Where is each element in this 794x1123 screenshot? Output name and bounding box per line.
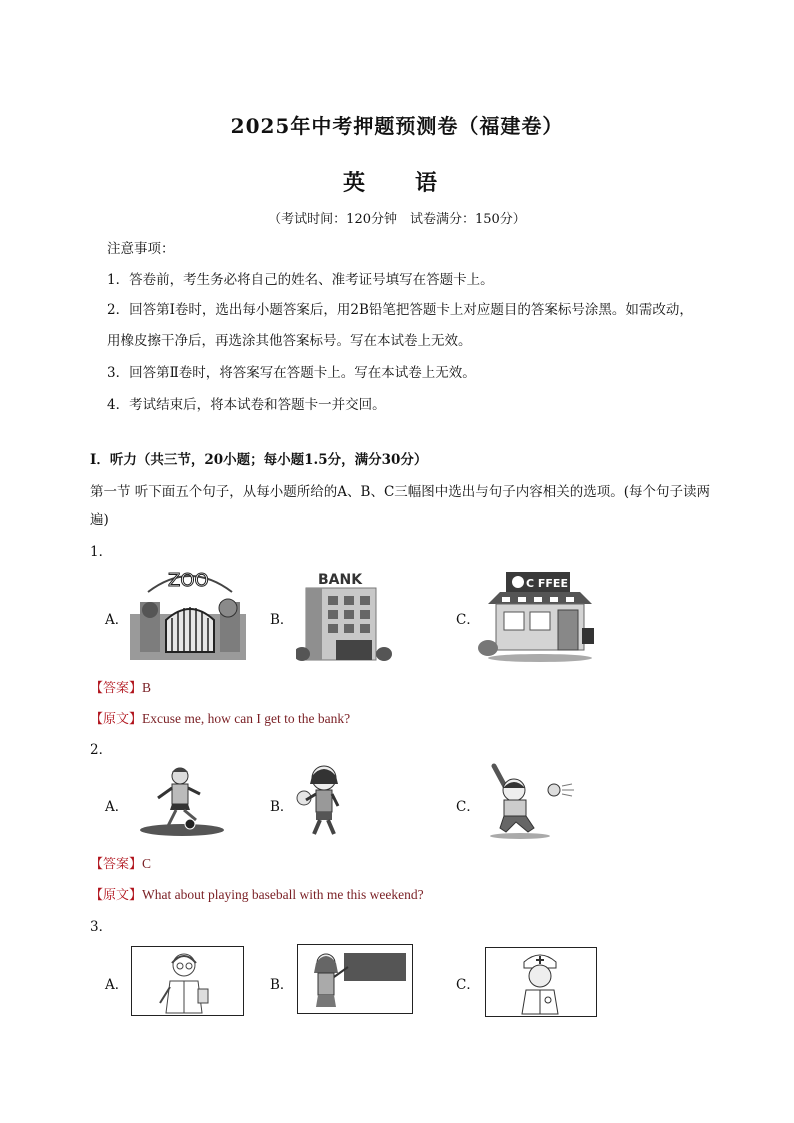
script-text: What about playing baseball with me this weekend?	[142, 887, 424, 902]
answer-value: C	[142, 856, 152, 871]
doctor-icon	[486, 948, 596, 1016]
notice-item-4: 4．考试结束后，将本试卷和答题卡一并交回。	[107, 397, 386, 413]
zoo-gate-icon	[128, 562, 248, 662]
script-tag: 【原文】	[90, 712, 143, 727]
section-heading: Ⅰ．听力（共三节，20小题；每小题1.5分，满分30分）	[90, 452, 428, 468]
q3-option-b-label: B．	[270, 977, 294, 993]
q2-option-a-label: A．	[105, 799, 129, 815]
script-tag: 【原文】	[90, 888, 143, 903]
q1-option-b-label: B．	[270, 612, 294, 628]
coffee-sign: C FFEE	[526, 577, 568, 590]
question-number-3: 3．	[90, 919, 113, 935]
bank-building-icon	[296, 570, 392, 662]
q3-option-c-frame	[485, 947, 597, 1017]
question-number-2: 2．	[90, 742, 113, 758]
q2-answer	[90, 853, 151, 872]
zoo-sign: ZOO	[168, 570, 209, 591]
bank-sign: BANK	[318, 572, 363, 588]
q1-script	[90, 708, 350, 727]
q3-option-a-label: A．	[105, 977, 129, 993]
coffee-shop-icon	[478, 568, 602, 662]
q2-option-b-label: B．	[270, 799, 294, 815]
girl-kicking-football-icon	[138, 764, 224, 838]
exam-info: （考试时间：120分钟 试卷满分：150分）	[268, 212, 526, 227]
script-text: Excuse me, how can I get to the bank?	[142, 711, 351, 726]
boy-playing-baseball-icon	[476, 762, 576, 840]
q1-option-a-label: A．	[105, 612, 129, 628]
teacher-at-blackboard-icon	[298, 945, 412, 1013]
question-number-1: 1．	[90, 544, 113, 560]
q2-option-c-label: C．	[456, 799, 480, 815]
subject-title: 英 语	[342, 170, 451, 196]
girl-holding-volleyball-icon	[292, 762, 352, 840]
exam-title: 2025年中考押题预测卷（福建卷）	[230, 114, 564, 138]
notice-item-3: 3．回答第Ⅱ卷时，将答案写在答题卡上。写在本试卷上无效。	[107, 365, 476, 381]
q2-script	[90, 884, 424, 903]
q3-option-c-label: C．	[456, 977, 480, 993]
answer-tag: 【答案】	[90, 681, 143, 696]
answer-tag: 【答案】	[90, 857, 143, 872]
q3-option-b-frame	[297, 944, 413, 1014]
notice-item-1: 1．答卷前，考生务必将自己的姓名、准考证号填写在答题卡上。	[107, 272, 494, 288]
notice-item-2-cont: 用橡皮擦干净后，再选涂其他答案标号。写在本试卷上无效。	[107, 333, 472, 349]
q1-option-c-label: C．	[456, 612, 480, 628]
part-description: 第一节 听下面五个句子，从每小题所给的A、B、C三幅图中选出与句子内容相关的选项。(每个句子读两遍)	[90, 484, 711, 528]
notice-heading: 注意事项：	[107, 241, 175, 257]
answer-value: B	[142, 680, 152, 695]
notice-item-2: 2．回答第Ⅰ卷时，选出每小题答案后，用2B铅笔把答题卡上对应题目的答案标号涂黑。如需改动，	[107, 302, 693, 318]
q1-answer	[90, 677, 151, 696]
old-man-icon	[132, 947, 243, 1015]
q3-option-a-frame	[131, 946, 244, 1016]
